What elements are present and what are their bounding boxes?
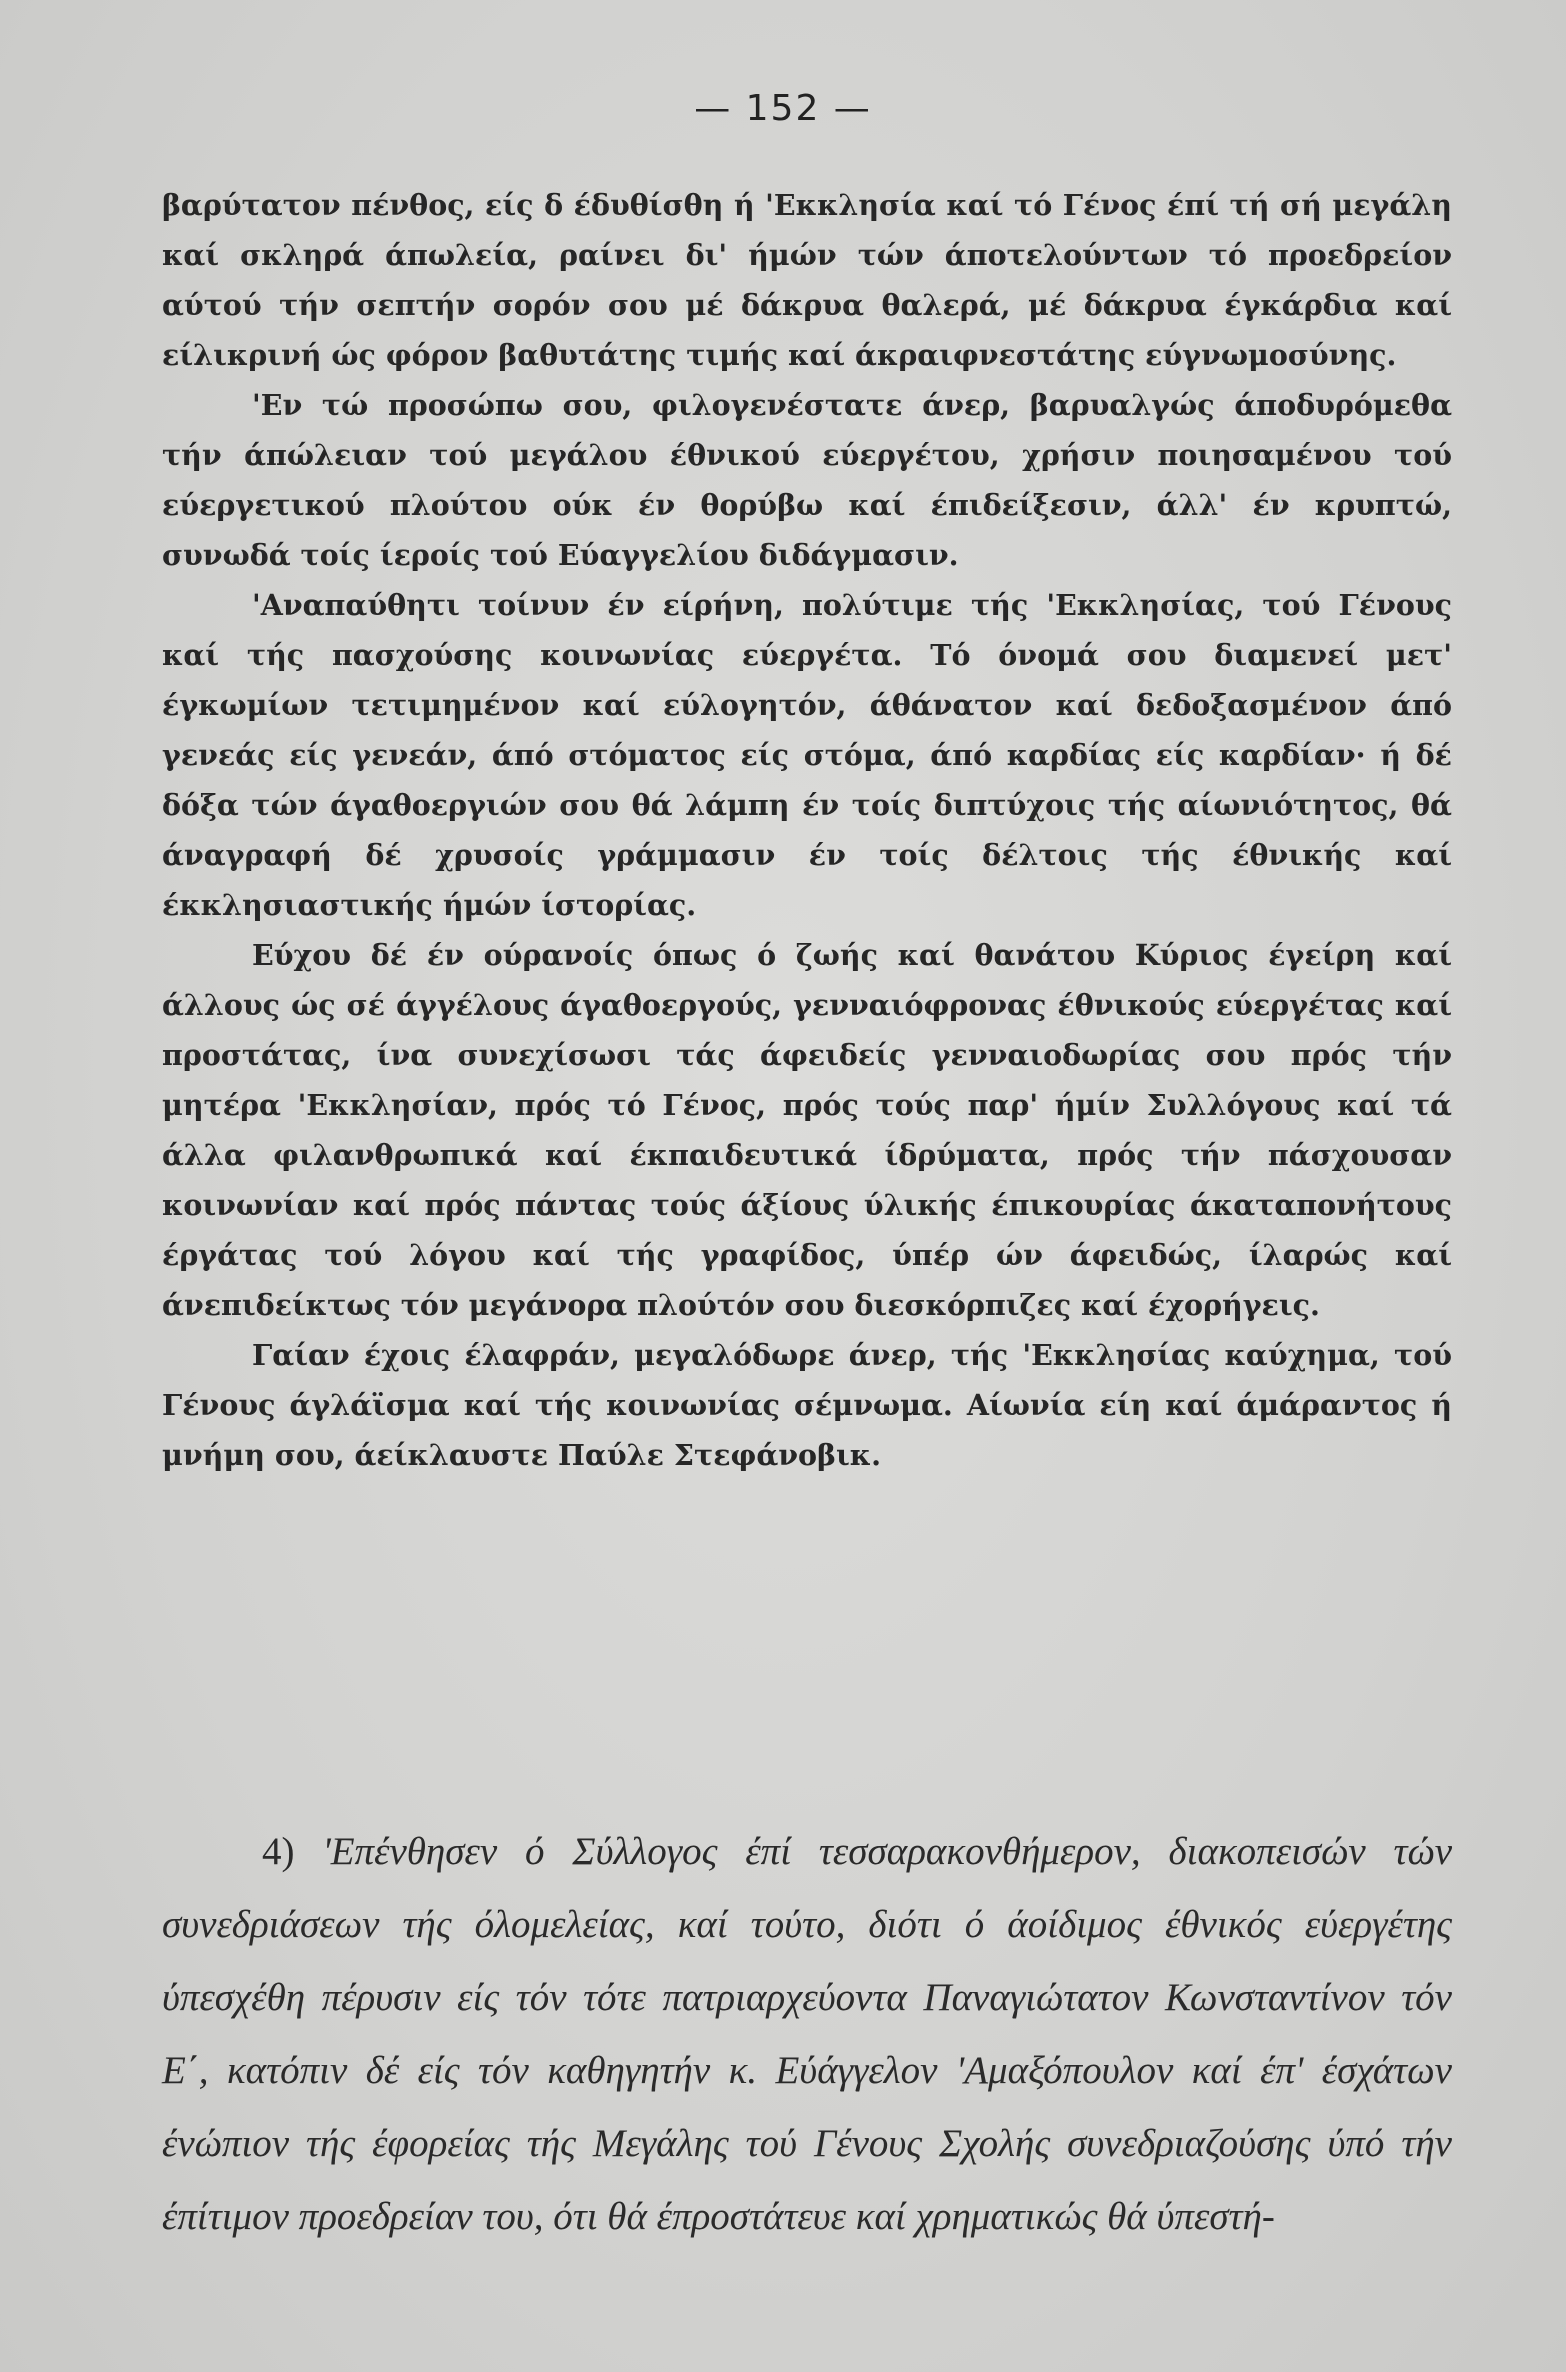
section-4-paragraph (162, 1815, 1452, 2253)
section-4-text: 'Επένθησεν ό Σύλλογος έπί τεσσαρακονθήμερον, διακοπεισών τών συνεδριάσεων τής όλομελείας, καί τούτο, διότι ό άοίδιμος έθνικός εύεργέτης ύπεσχέθη πέρυσιν είς τόν τότε πατριαρχεύοντα Παναγιώτατον Κωνσταντίνον τόν Ε΄, κατόπιν δέ είς τόν καθηγητήν κ. Εύάγγελον 'Αμαξόπουλον καί έπ' έσχάτων ένώπιον τής έφορείας τής Μεγάλης τού Γένους Σχολής συνεδριαζούσης ύπό τήν έπίτιμον προεδρείαν του, ότι θά έπροστάτευε καί χρηματικώς θά ύπεστή- (162, 1830, 1453, 2238)
paragraph-5: Γαίαν έχοις έλαφράν, μεγαλόδωρε άνερ, τής 'Εκκλησίας καύχημα, τού Γένους άγλάϊσμα καί τής κοινωνίας σέμνωμα. Αίωνία είη καί άμάραντος ή μνήμη σου, άείκλαυστε Παύλε Στεφάνοβικ. (162, 1338, 1452, 1472)
page-number: — 152 — (694, 88, 872, 129)
body-text (162, 180, 1452, 1480)
paragraph-4: Εύχου δέ έν ούρανοίς όπως ό ζωής καί θανάτου Κύριος έγείρη καί άλλους ώς σέ άγγέλους άγαθοεργούς, γενναιόφρονας έθνικούς εύεργέτας καί προστάτας, ίνα συνεχίσωσι τάς άφειδείς γενναιοδωρίας σου πρός τήν μητέρα 'Εκκλησίαν, πρός τό Γένος, πρός τούς παρ' ήμίν Συλλόγους καί τά άλλα φιλανθρωπικά καί έκπαιδευτικά ίδρύματα, πρός τήν πάσχουσαν κοινωνίαν καί πρός πάντας τούς άξίους ύλικής έπικουρίας άκαταπονήτους έργάτας τού λόγου καί τής γραφίδος, ύπέρ ών άφειδώς, ίλαρώς καί άνεπιδείκτως τόν μεγάνορα πλούτόν σου διεσκόρπιζες καί έχορήγεις. (162, 938, 1452, 1322)
paragraph-2: 'Εν τώ προσώπω σου, φιλογενέστατε άνερ, βαρυαλγώς άποδυρόμεθα τήν άπώλειαν τού μεγάλου έθνικού εύεργέτου, χρήσιν ποιησαμένου τού εύεργετικού πλούτου ούκ έν θορύβω καί έπιδείξεσιν, άλλ' έν κρυπτώ, συνωδά τοίς ίεροίς τού Εύαγγελίου διδάγμασιν. (162, 388, 1452, 572)
paragraph-1: βαρύτατον πένθος, είς δ έδυθίσθη ή 'Εκκλησία καί τό Γένος έπί τή σή μεγάλη καί σκληρά άπωλεία, ραίνει δι' ήμών τών άποτελούντων τό προεδρείον αύτού τήν σεπτήν σορόν σου μέ δάκρυα θαλερά, μέ δάκρυα έγκάρδια καί είλικρινή ώς φόρον βαθυτάτης τιμής καί άκραιφνεστάτης εύγνωμοσύνης. (162, 188, 1452, 372)
section-4-number: 4) (262, 1830, 295, 1873)
paragraph-3: 'Αναπαύθητι τοίνυν έν είρήνη, πολύτιμε τής 'Εκκλησίας, τού Γένους καί τής πασχούσης κοινωνίας εύεργέτα. Τό όνομά σου διαμενεί μετ' έγκωμίων τετιμημένον καί εύλογητόν, άθάνατον καί δεδοξασμένον άπό γενεάς είς γενεάν, άπό στόματος είς στόμα, άπό καρδίας είς καρδίαν· ή δέ δόξα τών άγαθοεργιών σου θά λάμπη έν τοίς διπτύχοις τής αίωνιότητος, θά άναγραφή δέ χρυσοίς γράμμασιν έν τοίς δέλτοις τής έθνικής καί έκκλησιαστικής ήμών ίστορίας. (162, 588, 1452, 922)
